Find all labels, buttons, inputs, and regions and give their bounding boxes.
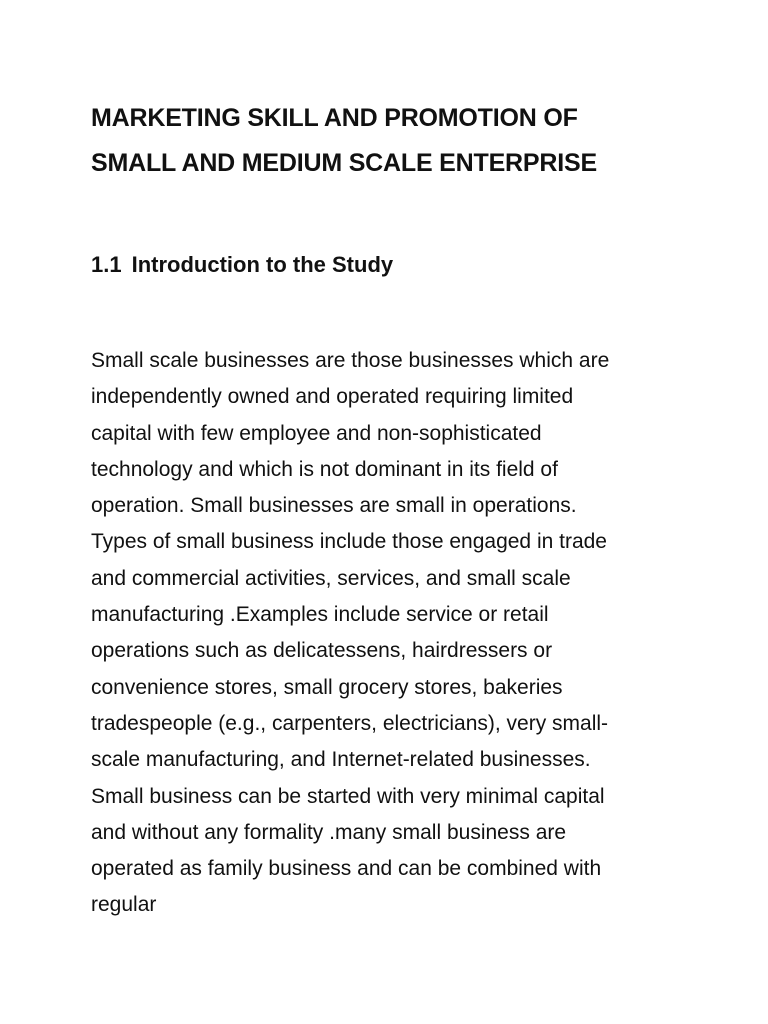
paragraph-line: tradespeople (e.g., carpenters, electricians), very small-: [91, 711, 609, 735]
paragraph-line: and commercial activities, services, and small scale: [91, 566, 571, 590]
body-paragraph: [91, 343, 609, 924]
title-line: SMALL AND MEDIUM SCALE ENTERPRISE: [91, 149, 597, 177]
paragraph-line: independently owned and operated requiring limited: [91, 385, 574, 409]
paragraph-line: Small scale businesses are those businesses which are: [91, 349, 610, 372]
paragraph-line: Small business can be started with very minimal capital: [91, 784, 605, 808]
paragraph-line: and without any formality .many small business are: [91, 820, 567, 844]
paragraph-line: capital with few employee and non-sophisticated: [91, 421, 542, 445]
title-line: MARKETING SKILL AND PROMOTION OF: [91, 104, 578, 132]
paragraph-line: operated as family business and can be combined with: [91, 857, 602, 881]
paragraph-line: technology and which is not dominant in its field of: [91, 457, 558, 481]
paragraph-line: operations such as delicatessens, hairdressers or: [91, 639, 553, 663]
paragraph-line: regular: [91, 893, 157, 917]
paragraph-line: convenience stores, small grocery stores, bakeries: [91, 675, 563, 699]
paragraph-line: manufacturing .Examples include service or retail: [91, 603, 549, 627]
section-heading: [91, 247, 393, 283]
section-number: 1.1: [91, 252, 122, 277]
paragraph-line: Types of small business include those engaged in trade: [91, 530, 607, 554]
paragraph-line: scale manufacturing, and Internet-related businesses.: [91, 748, 591, 772]
section-title: Introduction to the Study: [131, 252, 394, 277]
document-title: [91, 96, 597, 186]
paragraph-line: operation. Small businesses are small in operations.: [91, 494, 577, 518]
